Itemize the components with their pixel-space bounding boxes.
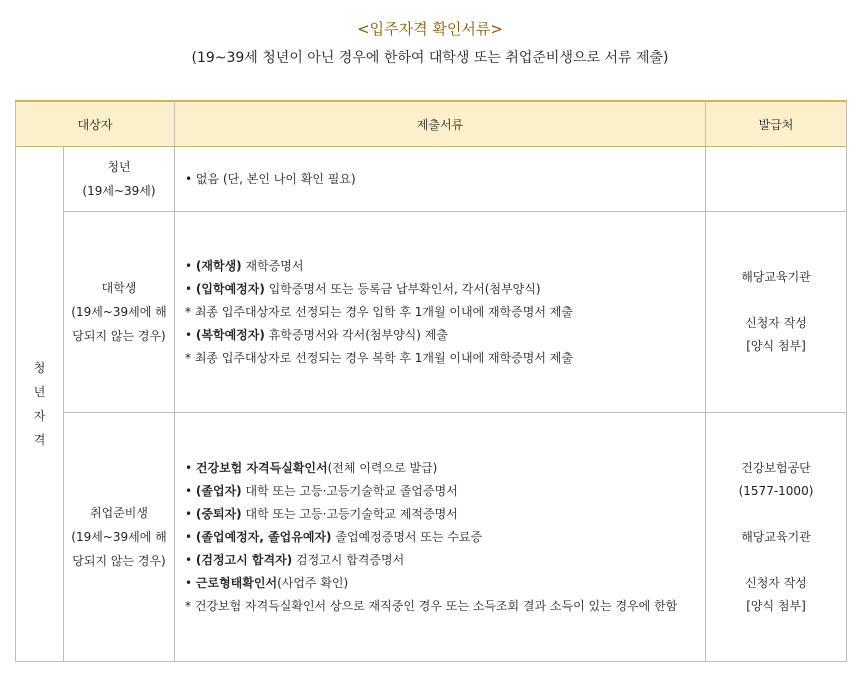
document-item: • (입학예정자) 입학증명서 또는 등록금 납부확인서, 각서(첨부양식)	[185, 281, 541, 296]
target-cell	[64, 147, 175, 212]
table-header-row	[16, 101, 847, 147]
issuer-cell	[706, 147, 847, 212]
documents-cell	[175, 212, 706, 413]
document-item: • (중퇴자) 대학 또는 고등·고등기술학교 제적증명서	[185, 506, 458, 521]
group-label-char: 청	[33, 361, 46, 375]
document-item: • 근로형태확인서(사업주 확인)	[185, 575, 349, 590]
documents-cell	[175, 413, 706, 662]
header-target: 대상자	[16, 101, 175, 147]
issuer-line: 해당교육기관	[741, 529, 811, 544]
target-cell	[64, 212, 175, 413]
issuer-line: 신청자 작성	[745, 316, 807, 330]
group-label-char: 자	[33, 409, 46, 423]
target-condition: 당되지 않는 경우)	[72, 329, 166, 343]
target-cell	[64, 413, 175, 662]
document-item: • 건강보험 자격득실확인서(전체 이력으로 발급)	[185, 460, 438, 475]
header-documents: 제출서류	[175, 101, 706, 147]
table-row	[16, 147, 847, 212]
document-item: • (검정고시 합격자) 검정고시 합격증명서	[185, 552, 405, 567]
issuer-line: [양식 첨부]	[746, 339, 806, 353]
group-label-char: 년	[33, 385, 46, 399]
documents-table	[15, 100, 847, 662]
document-item: • (졸업자) 대학 또는 고등·고등기술학교 졸업증명서	[185, 483, 458, 498]
issuer-line	[706, 549, 846, 572]
document-item: • 없음 (단, 본인 나이 확인 필요)	[185, 171, 356, 186]
header-issuer: 발급처	[706, 101, 847, 147]
target-name: 취업준비생	[90, 506, 148, 520]
target-name: 청년	[107, 160, 131, 174]
issuer-cell	[706, 212, 847, 413]
documents-cell	[175, 147, 706, 212]
issuer-line: 해당교육기관	[741, 270, 811, 284]
target-condition: 당되지 않는 경우)	[72, 554, 166, 568]
target-name: 대학생	[101, 281, 137, 295]
page-subtitle: (19~39세 청년이 아닌 경우에 한하여 대학생 또는 취업준비생으로 서류 제출)	[191, 50, 669, 66]
issuer-line: [양식 첨부]	[746, 598, 806, 613]
issuer-line: 신청자 작성	[745, 575, 807, 590]
target-condition: (19세~39세에 해	[71, 530, 167, 544]
document-item: • (졸업예정자, 졸업유예자) 졸업예정증명서 또는 수료증	[185, 529, 483, 544]
document-item: • (복학예정자) 휴학증명서와 각서(첨부양식) 제출	[185, 327, 448, 342]
group-label-char: 격	[33, 433, 46, 447]
page-title: <입주자격 확인서류>	[357, 20, 503, 38]
issuer-line	[706, 289, 846, 312]
target-condition: (19세~39세에 해	[71, 305, 167, 319]
table-row	[16, 212, 847, 413]
issuer-line: 건강보험공단	[741, 460, 811, 475]
issuer-cell	[706, 413, 847, 662]
table-row	[16, 413, 847, 662]
document-note: * 최종 입주대상자로 선정되는 경우 복학 후 1개월 이내에 재학증명서 제출	[185, 350, 573, 365]
target-condition: (19세~39세)	[82, 184, 156, 198]
issuer-line	[706, 503, 846, 526]
group-label-youth-qualification	[16, 147, 64, 662]
document-item: • (재학생) 재학증명서	[185, 258, 304, 273]
document-note: * 최종 입주대상자로 선정되는 경우 입학 후 1개월 이내에 재학증명서 제출	[185, 304, 573, 319]
document-note: * 건강보험 자격득실확인서 상으로 재직중인 경우 또는 소득조회 결과 소득이 있는 경우에 한함	[185, 598, 678, 613]
issuer-line: (1577-1000)	[738, 483, 814, 498]
